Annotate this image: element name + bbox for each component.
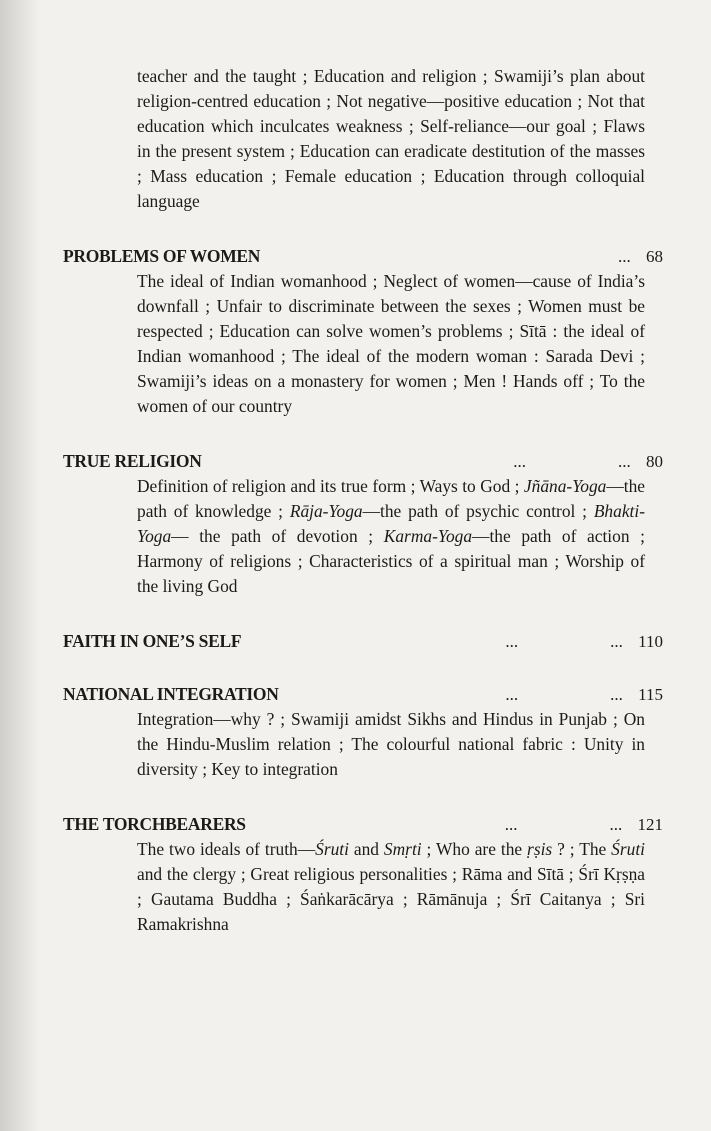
chapter-description: Integration—why ? ; Swamiji amidst Sikhs and Hindus in Punjab ; On the Hindu-Muslim relation ; The colourful national fabric : Unity in diversity ; Key to integration <box>137 709 645 779</box>
chapter-faith-in-ones-self[interactable] <box>63 629 663 654</box>
page-edge-shadow <box>0 0 40 1131</box>
chapter-description: The two ideals of truth—Śruti and Smṛti ; Who are the ṛṣis ? ; The Śruti and the clergy ; Great religious personalities ; Rāma and Sītā ; Śrī Kṛṣṇa ; Gautama Buddha ; Śaṅkarācārya ; Rāmānuja ; Śrī Caitanya ; Sri Ramakrishna <box>137 839 645 934</box>
page-number: 121 <box>637 815 663 834</box>
leader-dots: ... <box>513 452 526 471</box>
chapter-title: TRUE RELIGION <box>63 451 202 471</box>
chapter-true-religion[interactable] <box>63 449 663 599</box>
chapter-national-integration[interactable] <box>63 682 663 782</box>
toc-page <box>63 64 663 937</box>
chapter-description: The ideal of Indian womanhood ; Neglect of women—cause of India’s downfall ; Unfair to discriminate between the sexes ; Women must be respected ; Education can solve women’s problems ; Sītā : the ideal of Indian womanhood ; The ideal of the modern woman : Sarada Devi ; Swamiji’s ideas on a monastery for women ; Men ! Hands off ; To the women of our country <box>137 271 645 416</box>
leader-dots: ... <box>610 632 623 651</box>
leader-dots: ... <box>504 815 518 834</box>
leader-dots: ... <box>505 685 519 704</box>
page-number: 115 <box>638 685 663 704</box>
leader-dots: ... <box>618 452 631 471</box>
chapter-the-torchbearers[interactable] <box>63 812 663 937</box>
leader-dots: ... <box>610 685 623 704</box>
page-number: 68 <box>646 247 663 266</box>
continuation-entry-text: teacher and the taught ; Education and religion ; Swamiji’s plan about religion-centred education ; Not negative—positive education ; Not that education which inculcates weakness ; Self-reliance—our goal ; Flaws in the present system ; Education can eradicate destitution of the masses ; Mass education ; Female education ; Education through colloquial language <box>137 66 645 211</box>
page-number: 80 <box>646 452 663 471</box>
leader-dots: ... <box>618 247 631 266</box>
chapter-title: PROBLEMS OF WOMEN <box>63 246 261 266</box>
chapter-description: Definition of religion and its true form ; Ways to God ; Jñāna-Yoga—the path of knowledge ; Rāja-Yoga—the path of psychic control ; Bhakti-Yoga— the path of devotion ; Karma-Yoga—the path of action ; Harmony of religions ; Characteristics of a spiritual man ; Worship of the living God <box>137 476 645 596</box>
leader-dots: ... <box>505 632 519 651</box>
chapter-problems-of-women[interactable] <box>63 244 663 419</box>
chapter-title: FAITH IN ONE’S SELF <box>63 631 242 651</box>
leader-dots: ... <box>609 815 623 834</box>
page-number: 110 <box>638 632 663 651</box>
chapter-title: THE TORCHBEARERS <box>63 814 246 834</box>
chapter-title: NATIONAL INTEGRATION <box>63 684 279 704</box>
